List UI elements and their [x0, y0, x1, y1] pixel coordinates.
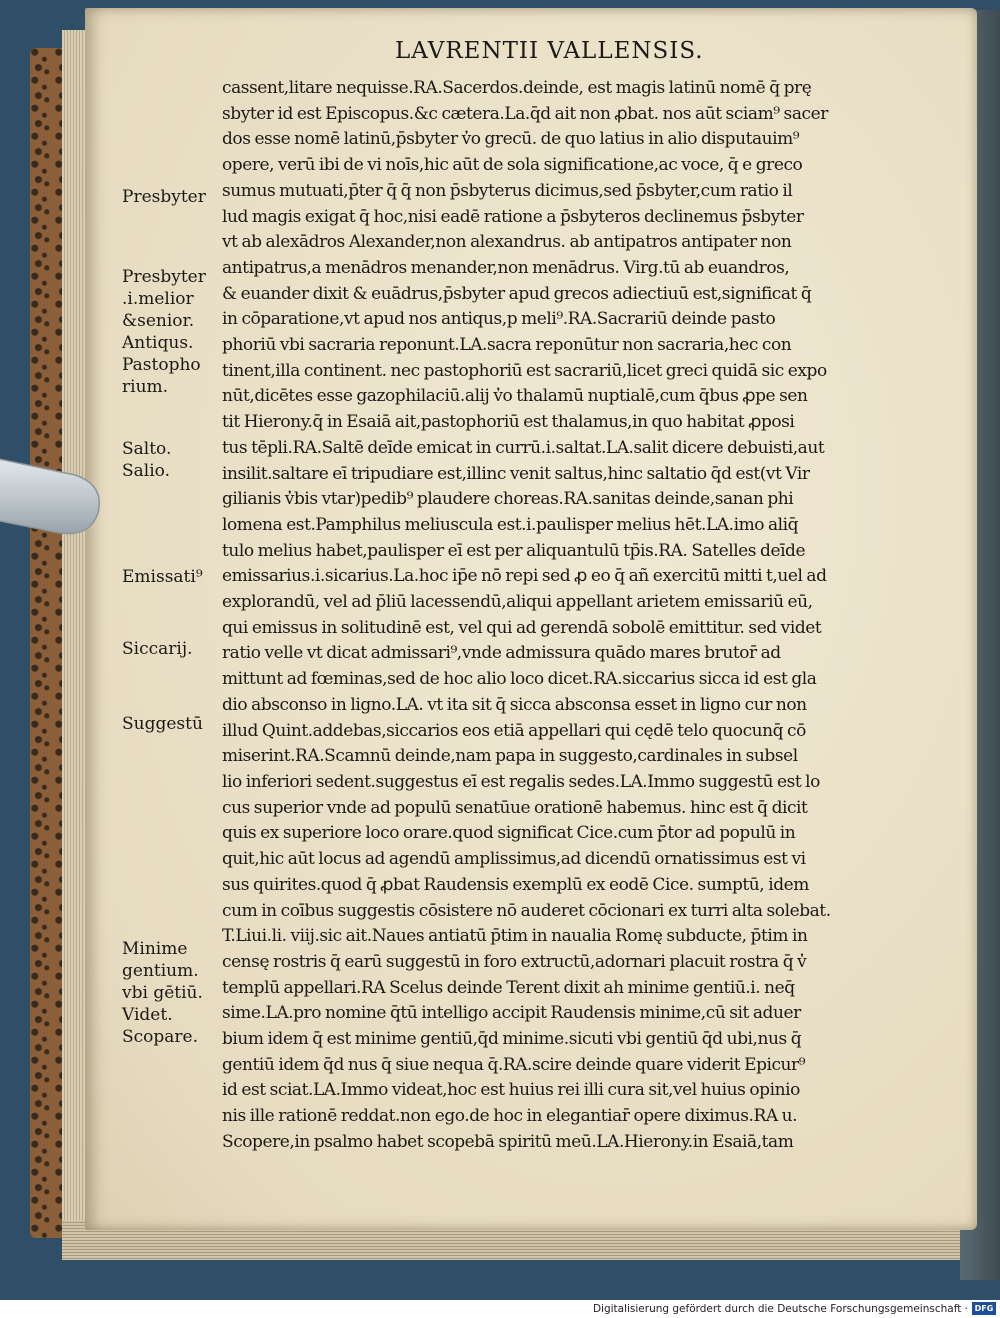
- text-line: sbyter id est Episcopus.&c cætera.La.q̄d ait non ꝓbat. nos aūt sciam⁹ sacer: [222, 103, 828, 124]
- marginal-line: Presbyter: [122, 187, 206, 207]
- marginal-line: &senior.: [122, 311, 195, 331]
- text-line: tinent,illa continent. nec pastophoriū est sacrariū,licet greci quidā sic expo: [222, 360, 827, 381]
- text-line: ratio velle vt dicat admissari⁹,vnde admissura quādo mares brutor̄ ad: [222, 643, 781, 664]
- marginal-line: Minime: [122, 939, 188, 959]
- marginal-line: Pastopho: [122, 355, 201, 375]
- marginal-line: vbi gētiū.: [122, 983, 203, 1003]
- marginal-line: rium.: [122, 377, 169, 397]
- main-text-block: [222, 76, 882, 1156]
- text-line: lio inferiori sedent.suggestus eī est regalis sedes.LA.Immo suggestū est lo: [222, 771, 820, 792]
- text-line: gentiū idem q̄d nus q̄ siue nequa q̄.RA.scire deinde quare viderit Epicur⁹: [222, 1054, 806, 1075]
- text-line: mittunt ad fœminas,sed de hoc alio loco dicet.RA.siccarius sicca id est gla: [222, 669, 817, 690]
- text-line: insilit.saltare eī tripudiare est,illinc venit saltus,hinc saltatio q̄d est(vt Vir: [222, 463, 810, 484]
- marginal-line: .i.melior: [122, 289, 194, 309]
- marginal-note-emissari: [122, 566, 218, 588]
- page-weight-pointer-icon: [0, 445, 110, 545]
- marginal-line: Suggestū: [122, 714, 203, 734]
- marginal-line: Salto.: [122, 439, 172, 459]
- marginal-note-minime: [122, 938, 218, 1048]
- text-line: qui emissus in solitudinē est, vel qui ad gerendā sobolē emittitur. sed videt: [222, 617, 822, 638]
- text-line: sime.LA.pro nomine q̄tū intelligo accipit Raudensis minime,cū sit aduer: [222, 1003, 801, 1024]
- marginal-note-presbyter-melior: [122, 266, 218, 398]
- text-line: & euander dixit & euādrus,p̄sbyter apud grecos adiectiuū est,significat q̄: [222, 283, 812, 304]
- marginal-line: Salio.: [122, 461, 170, 481]
- text-line: bium idem q̄ est minime gentiū,q̄d minime.sicuti vbi gentiū q̄d ubi,nus q̄: [222, 1029, 802, 1050]
- marginal-line: Siccarij.: [122, 639, 193, 659]
- text-line: T.Liui.li. viij.sic ait.Naues antiatū p̄tim in naualia Romę subducte, p̄tim in: [222, 926, 808, 947]
- marginal-line: Videt.: [122, 1005, 173, 1025]
- text-line: templū appellari.RA Scelus deinde Terent dixit ah minime gentiū.i. neq̄: [222, 977, 795, 998]
- text-line: tus tēpli.RA.Saltē deīde emicat in currū.i.saltat.LA.salit dicere debuisti,aut: [222, 437, 825, 458]
- marginal-line: Emissati⁹: [122, 567, 203, 587]
- marginal-note-suggestu: [122, 713, 218, 735]
- text-line: sumus mutuati,p̄ter q̄ q̄ non p̄sbyterus dicimus,sed p̄sbyter,cum ratio il: [222, 180, 793, 201]
- text-line: nis ille rationē reddat.non ego.de hoc in elegantiar̄ opere diximus.RA u.: [222, 1106, 798, 1127]
- text-line: illud Quint.addebas,siccarios eos etiā appellari qui cędē telo quocunq̄ cō: [222, 720, 806, 741]
- text-line: cassent,litare nequisse.RA.Sacerdos.deinde, est magis latinū nomē q̄ prę: [222, 78, 812, 98]
- text-line: emissarius.i.sicarius.La.hoc ip̄e nō repi sed ꝓ eo q̄ añ exercitū mitti t,uel ad: [222, 566, 827, 587]
- text-line: gilianis v̓bis vtar)pedib⁹ plaudere choreas.RA.sanitas deinde,sanan phi: [222, 489, 794, 510]
- marginal-line: Scopare.: [122, 1027, 199, 1047]
- text-line: cus superior vnde ad populū senatūue orationē habemus. hinc est q̄ dicit: [222, 797, 808, 818]
- text-line: phoriū vbi sacraria reponunt.LA.sacra reponūtur non sacraria,hec con: [222, 335, 792, 356]
- text-line: miserint.RA.Scamnū deinde,nam papa in suggesto,cardinales in subsel: [222, 746, 798, 767]
- text-line: sus quirites.quod q̄ ꝓbat Raudensis exemplū ex eodē Cice. sumptū, idem: [222, 874, 809, 895]
- text-line: nūt,dicētes esse gazophilaciū.alij v̓o thalamū nuptialē,cum q̄bus ꝓpe sen: [222, 386, 808, 407]
- text-line: lud magis exigat q̄ hoc,nisi eadē ratione a p̄sbyteros declinemus p̄sbyter: [222, 206, 804, 227]
- text-line: opere, verū ibi de vi noīs,hic aūt de sola significatione,ac voce, q̄ e greco: [222, 155, 803, 176]
- marginal-note-salto: [122, 438, 218, 482]
- text-line: Scopere,in psalmo habet scopebā spiritū meū.LA.Hierony.in Esaiā,tam: [222, 1131, 794, 1152]
- footer-bar: [0, 1300, 1000, 1318]
- text-line: in cōparatione,vt apud nos antiqus,p meli⁹.RA.Sacrariū deinde pasto: [222, 309, 776, 330]
- text-line: censę rostris q̄ earū suggestū in foro extructū,adornari placuit rostra q̄ v̓: [222, 951, 807, 972]
- text-line: quis ex superiore loco orare.quod significat Cice.cum p̄tor ad populū in: [222, 823, 796, 844]
- marginal-line: Presbyter: [122, 267, 206, 287]
- text-line: vt ab alexādros Alexander,non alexandrus. ab antipatros antipater non: [222, 232, 792, 253]
- text-line: tulo melius habet,paulisper eī est per aliquantulū tp̄is.RA. Satelles deīde: [222, 540, 806, 561]
- text-line: tit Hierony.q̄ in Esaiā ait,pastophoriū est thalamus,in quo habitat ꝓposi: [222, 412, 795, 433]
- text-line: dio absconso in ligno.LA. vt ita sit q̄ sicca absconsa esset in ligno cur non: [222, 694, 807, 715]
- funding-credit: Digitalisierung gefördert durch die Deutsche Forschungsgemeinschaft ·: [592, 1303, 968, 1315]
- dfg-logo: DFG: [972, 1302, 996, 1315]
- text-line: antipatrus,a menādros menander,non menādrus. Virg.tū ab euandros,: [222, 257, 790, 278]
- running-head: LAVRENTII VALLENSIS.: [395, 38, 704, 64]
- text-line: id est sciat.LA.Immo videat,hoc est huius rei illi cura sit,vel huius opinio: [222, 1080, 800, 1101]
- text-line: dos esse nomē latinū,p̄sbyter v̓o grecū. de quo latius in alio disputauim⁹: [222, 129, 800, 150]
- text-line: lomena est.Pamphilus meliuscula est.i.paulisper melius hēt.LA.imo aliq̄: [222, 514, 799, 535]
- text-line: quit,hic aūt locus ad agendū amplissimus,ad dicendū ornatissimus est vi: [222, 849, 806, 870]
- marginal-note-siccarij: [122, 638, 218, 660]
- marginal-line: gentium.: [122, 961, 199, 981]
- text-line: cum in coībus suggestis cōsistere nō auderet cōcionari ex turri alta solebat.: [222, 900, 831, 921]
- marginal-note-presbyter: [122, 186, 218, 208]
- text-line: explorandū, vel ad p̄liū lacessendū,aliqui appellant arietem emissariū eū,: [222, 592, 813, 613]
- marginal-line: Antiqus.: [122, 333, 194, 353]
